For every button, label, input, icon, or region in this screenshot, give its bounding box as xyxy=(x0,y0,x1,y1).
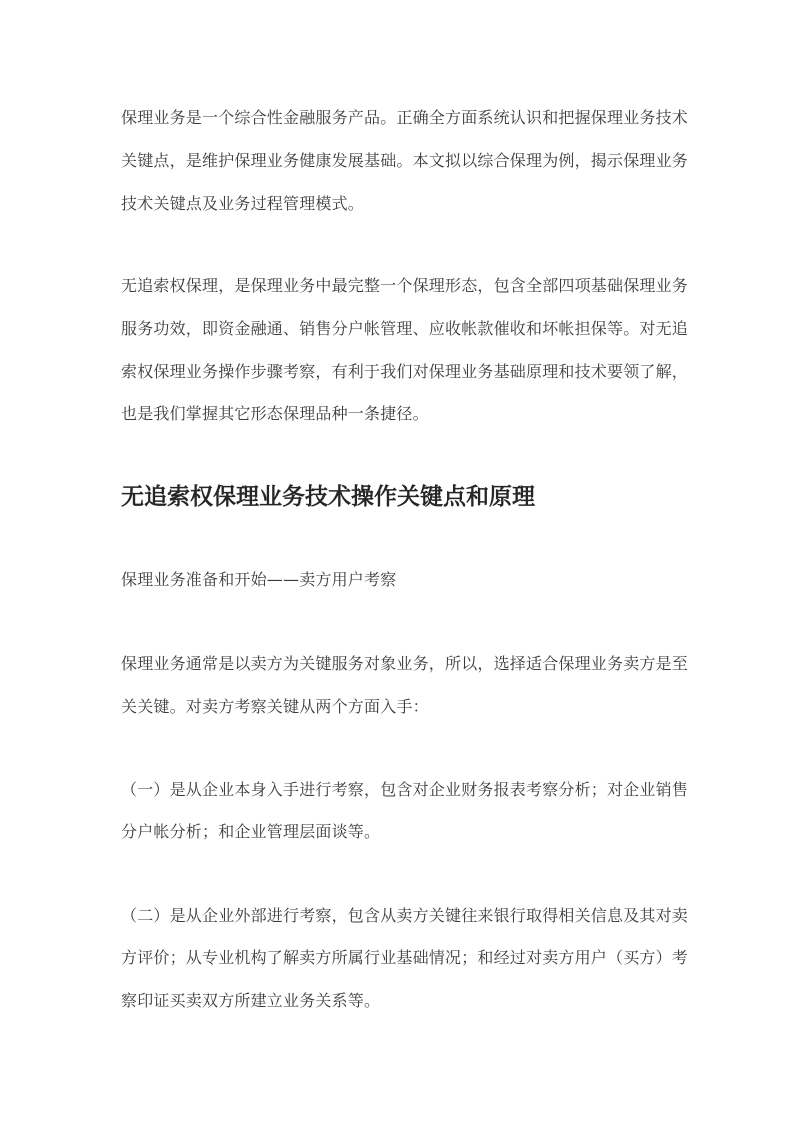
paragraph-2-line-3: 索权保理业务操作步骤考察，有利于我们对保理业务基础原理和技术要领了解， xyxy=(121,362,689,381)
paragraph-1-line-3: 技术关键点及业务过程管理模式。 xyxy=(121,194,365,213)
paragraph-1-line-2: 关键点，是维护保理业务健康发展基础。本文拟以综合保理为例，揭示保理业务 xyxy=(121,151,689,170)
section-heading: 无追索权保理业务技术操作关键点和原理 xyxy=(121,484,535,510)
paragraph-4-line-2: 分户帐分析；和企业管理层面谈等。 xyxy=(121,822,381,841)
paragraph-2-line-2: 服务功效，即资金融通、销售分户帐管理、应收帐款催收和坏帐担保等。对无追 xyxy=(121,319,689,338)
paragraph-4-line-1: （一）是从企业本身入手进行考察，包含对企业财务报表考察分析；对企业销售 xyxy=(121,780,689,799)
paragraph-5-line-2: 方评价；从专业机构了解卖方所属行业基础情况；和经过对卖方用户（买方）考 xyxy=(121,948,689,967)
paragraph-2-line-1: 无追索权保理，是保理业务中最完整一个保理形态，包含全部四项基础保理业务 xyxy=(121,276,689,295)
paragraph-3-line-1: 保理业务通常是以卖方为关键服务对象业务，所以，选择适合保理业务卖方是至 xyxy=(121,654,689,673)
paragraph-3-line-2: 关关键。对卖方考察关键从两个方面入手： xyxy=(121,697,429,716)
subheading: 保理业务准备和开始——卖方用户考察 xyxy=(121,570,397,589)
paragraph-1-line-1: 保理业务是一个综合性金融服务产品。正确全方面系统认识和把握保理业务技术 xyxy=(121,108,689,127)
paragraph-5-line-1: （二）是从企业外部进行考察，包含从卖方关键往来银行取得相关信息及其对卖 xyxy=(121,906,689,925)
paragraph-5-line-3: 察印证买卖双方所建立业务关系等。 xyxy=(121,991,381,1010)
paragraph-2-line-4: 也是我们掌握其它形态保理品种一条捷径。 xyxy=(121,404,429,423)
